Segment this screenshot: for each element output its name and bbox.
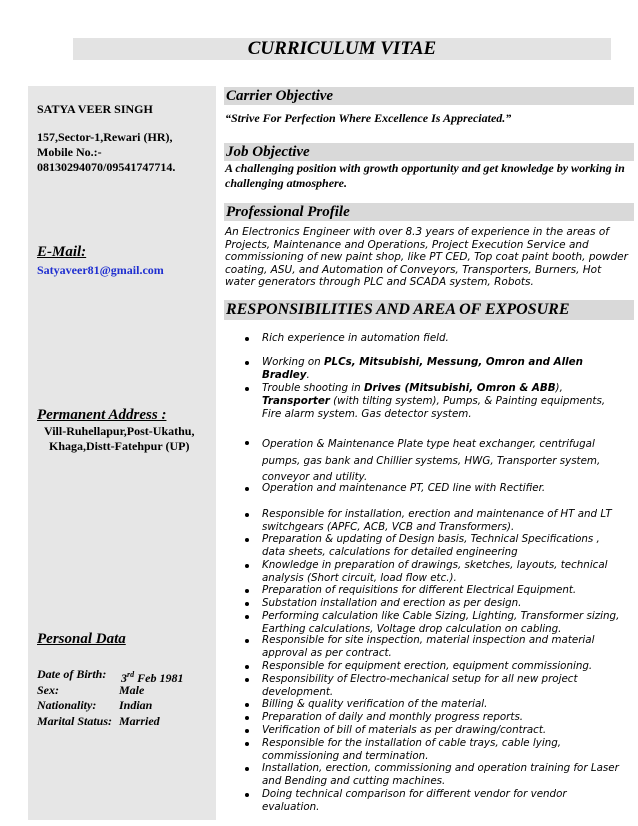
permanent-address-label: Permanent Address : (37, 407, 167, 423)
dob-rest: Feb 1981 (134, 671, 184, 685)
emphasis-text: Transporter (262, 394, 330, 407)
bullet-icon (245, 437, 253, 449)
carrier-objective-text: “Strive For Perfection Where Excellence Is Appreciated.” (225, 111, 512, 125)
responsibility-item (262, 634, 626, 660)
emphasis-text: PLCs, Mitsubishi, Messung, Omron and Allen Bradley (262, 356, 583, 381)
personal-field-label: Date of Birth: (37, 667, 107, 681)
personal-field-label: Nationality: (37, 698, 97, 712)
item-text: Knowledge in preparation of drawings, sketches, layouts, technical analysis (Short circuit, load flow etc.). (262, 559, 608, 584)
dob-suffix: rd (127, 670, 135, 679)
responsibility-item (262, 610, 626, 636)
bullet-icon (245, 383, 253, 395)
personal-field-value: Married (119, 713, 160, 728)
professional-profile-text: An Electronics Engineer with over 8.3 years of experience in the areas of Projects, Maintenance and Operations, Project Execution Service and commissioning of new paint shop, like PT CED, Top coat paint booth, powder coating, ASU, and Automation of Conveyors, Transporters, Burners, Hot water generators through PLC and SCADA system, Robots. (225, 226, 628, 288)
permanent-address (44, 424, 194, 454)
bullet-icon (245, 725, 253, 737)
personal-row (37, 698, 212, 714)
page-title: CURRICULUM VITAE (247, 38, 437, 59)
bullet-icon (245, 699, 253, 711)
bullet-icon (245, 560, 253, 572)
permanent-address-line: Khaga,Distt-Fatehpur (UP) (49, 439, 190, 453)
professional-profile-heading: Professional Profile (224, 203, 634, 221)
item-text: ), (555, 382, 563, 394)
email-label: E-Mail: (37, 244, 87, 260)
emphasis-text: Drives (Mitsubishi, Omron & ABB (363, 382, 556, 394)
item-text: Rich experience in automation field. (262, 332, 449, 344)
responsibility-item (262, 436, 626, 486)
responsibilities-heading: RESPONSIBILITIES AND AREA OF EXPOSURE (224, 300, 634, 320)
responsibility-item (262, 533, 626, 559)
responsibility-item (262, 559, 626, 585)
bullet-icon (245, 534, 253, 546)
personal-data-label: Personal Data (37, 631, 126, 647)
responsibility-item (262, 673, 626, 699)
dob-day: 3 (121, 671, 127, 685)
responsibility-item (262, 597, 626, 610)
job-objective-heading: Job Objective (224, 143, 634, 161)
candidate-name: SATYA VEER SINGH (37, 102, 153, 116)
personal-row (37, 714, 212, 730)
bullet-icon (245, 789, 253, 801)
item-text: Operation and maintenance PT, CED line with Rectifier. (262, 482, 546, 494)
email-link[interactable]: Satyaveer81@gmail.com (37, 263, 164, 277)
personal-field-value: Indian (119, 698, 153, 712)
item-text: Responsible for installation, erection and maintenance of HT and LT switchgears (APFC, ACB, VCB and Transformers). (262, 508, 612, 533)
personal-row (37, 667, 212, 683)
personal-row (37, 683, 212, 699)
item-text: Substation installation and erection as per design. (262, 597, 522, 609)
personal-field-value: Male (119, 682, 145, 697)
item-text: Preparation & updating of Design basis, Technical Specifications , data sheets, calculations for detailed engineering (262, 533, 600, 558)
responsibility-item (262, 711, 626, 724)
item-text: Doing technical comparison for different vendor for vendor evaluation. (262, 788, 567, 813)
bullet-icon (245, 712, 253, 724)
personal-field-label: Marital Status: (37, 713, 113, 728)
item-text: Preparation of daily and monthly progress reports. (262, 711, 524, 723)
contact-address (37, 130, 175, 175)
mobile-label: Mobile No.:- (37, 145, 102, 159)
mobile-numbers: 08130294070/09541747714. (37, 160, 176, 174)
item-text: Responsible for site inspection, material inspection and material approval as per contract. (262, 634, 595, 659)
address-line: 157,Sector-1,Rewari (HR), (37, 130, 173, 144)
responsibility-item (262, 698, 626, 711)
bullet-icon (245, 738, 253, 750)
responsibility-item (262, 584, 626, 597)
bullet-icon (245, 635, 253, 647)
responsibility-item (262, 382, 626, 420)
item-text: Performing calculation like Cable Sizing, Lighting, Transformer sizing, Earthing calculations, Voltage drop calculation on cabling. (262, 610, 620, 635)
bullet-icon (245, 585, 253, 597)
job-objective-text: A challenging position with growth opportunity and get knowledge by working in challenging atmosphere. (225, 161, 625, 190)
responsibility-item (262, 508, 626, 534)
item-text: Trouble shooting in (262, 382, 364, 394)
item-text: (with tilting system), Pumps, & Painting equipments, Fire alarm system. Gas detector system. (262, 394, 606, 420)
item-text: . (306, 368, 310, 381)
item-text: Preparation of requisitions for different Electrical Equipment. (262, 584, 577, 596)
permanent-address-line: Vill-Ruhellapur,Post-Ukathu, (44, 424, 195, 438)
bullet-icon (245, 763, 253, 775)
bullet-icon (245, 598, 253, 610)
item-text: Installation, erection, commissioning and operation training for Laser and Bending and cutting machines. (262, 762, 619, 787)
item-text: Responsible for equipment erection, equipment commissioning. (262, 660, 593, 672)
responsibility-item (262, 737, 626, 763)
item-text: Responsibility of Electro-mechanical setup for all new project development. (262, 673, 578, 698)
responsibility-item (262, 724, 626, 737)
personal-data (37, 667, 212, 729)
carrier-objective-heading: Carrier Objective (224, 87, 634, 105)
bullet-icon (245, 611, 253, 623)
item-text: Verification of bill of materials as per drawing/contract. (262, 724, 547, 736)
bullet-icon (245, 483, 253, 495)
responsibility-item (262, 332, 626, 345)
bullet-icon (245, 661, 253, 673)
responsibility-item (262, 356, 626, 382)
item-text: Responsible for the installation of cable trays, cable lying, commissioning and termination. (262, 737, 562, 762)
item-text: Operation & Maintenance Plate type heat exchanger, centrifugal pumps, gas bank and Chillier systems, HWG, Transporter system, conveyor and utility. (262, 438, 601, 483)
bullet-icon (245, 333, 253, 345)
bullet-icon (245, 674, 253, 686)
personal-field-label: Sex: (37, 682, 59, 697)
title-bar (73, 38, 611, 60)
responsibility-item (262, 788, 626, 814)
item-text: Working on (262, 356, 324, 368)
responsibility-item (262, 762, 626, 788)
responsibility-item (262, 482, 626, 495)
responsibility-item (262, 660, 626, 673)
item-text: Billing & quality verification of the material. (262, 698, 488, 710)
bullet-icon (245, 357, 253, 369)
bullet-icon (245, 509, 253, 521)
